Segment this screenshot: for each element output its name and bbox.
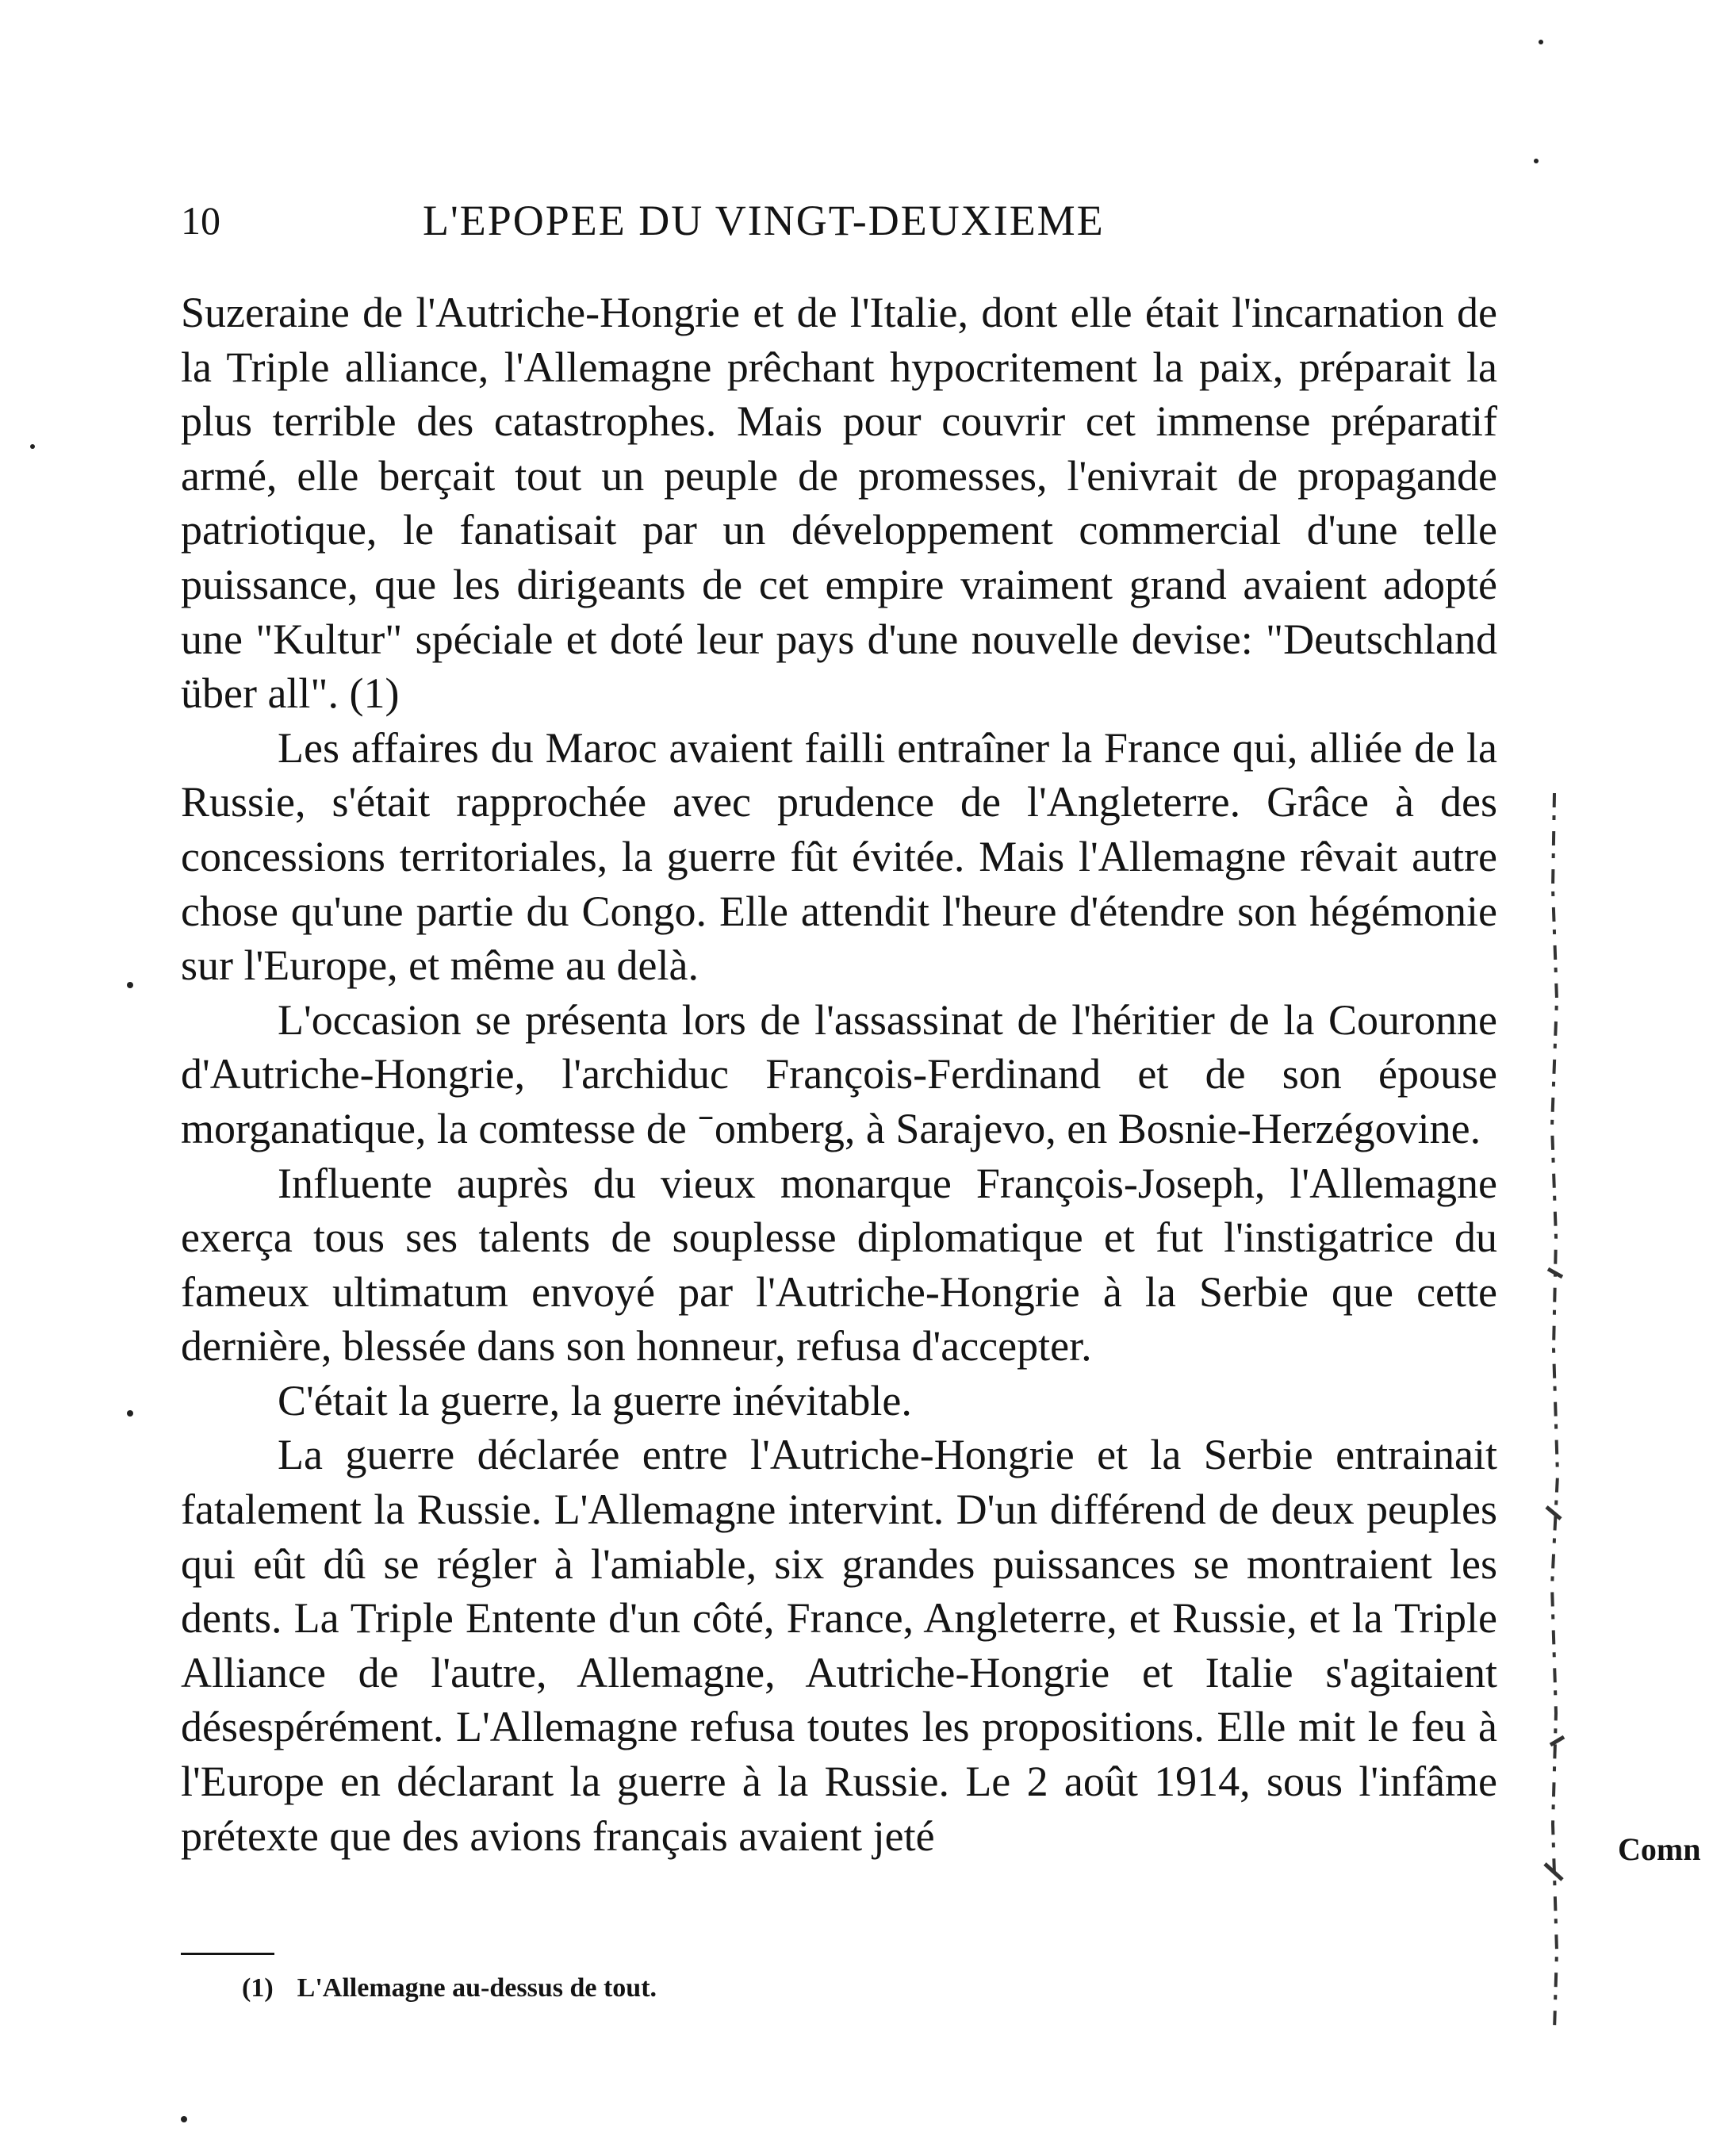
paragraph-3: L'occasion se présenta lors de l'assassinat de l'héritier de la Couronne d'Autriche-Hongrie, l'archiduc François-Ferdinand et de son épouse morganatique, la comtesse de ̄ omberg, à Sarajevo, en Bosnie-Herzégovine. [181,995,1497,1152]
paragraph-2: Les affaires du Maroc avaient failli entraîner la France qui, alliée de la Russie, s'était rapprochée avec prudence de l'Angleterre. Grâce à des concessions territoriales, la guerre fût évitée. Mais l'Allemagne rêvait autre chose qu'une partie du Congo. Elle attendit l'heure d'étendre son hégémonie sur l'Europe, et même au delà. [181,723,1497,990]
scan-speck [127,1410,133,1417]
running-title: L'EPOPEE DU VINGT-DEUXIEME [423,197,1105,244]
scan-speck [1534,159,1539,163]
paragraph-5: C'était la guerre, la guerre inévitable. [278,1376,912,1424]
paragraph-1: Suzeraine de l'Autriche-Hongrie et de l'Italie, dont elle était l'incarnation de la Triple alliance, l'Allemagne prêchant hypocritement la paix, préparait la plus terrible des catastrophes. Mais pour couvrir cet immense préparatif armé, elle berçait tout un peuple de promesses, l'enivrait de propagande patriotique, le fanatisait par un développement commercial d'une telle puissance, que les dirigeants de cet empire vraiment grand avaient adopté une "Kultur" spéciale et doté leur pays d'une nouvelle devise: "Deutschland über all". (1) [181,289,1497,718]
paragraph-4: Influente auprès du vieux monarque François-Joseph, l'Allemagne exerça tous ses talents de souplesse diplomatique et fut l'instigatrice du fameux ultimatum envoyé par l'Autriche-Hongrie à la Serbie que cette dernière, blessée dans son honneur, refusa d'accepter. [181,1159,1497,1371]
scan-speck [30,444,35,449]
page-number: 10 [181,198,220,243]
scan-speck [127,982,133,988]
paragraph-6: La guerre déclarée entre l'Autriche-Hongrie et la Serbie entrainait fatalement la Russie. L'Allemagne intervint. D'un différend de deux peuples qui eût dû se régler à l'amiable, six grandes puissances se montraient les dents. La Triple Entente d'un côté, France, Angleterre, et Russie, et la Triple Alliance de l'autre, Allemagne, Autriche-Hongrie et Italie s'agitaient désespérément. L'Allemagne refusa toutes les propositions. Elle mit le feu à l'Europe en déclarant la guerre à la Russie. Le 2 août 1914, sous l'infâme prétexte que des avions français avaient jeté [181,1431,1497,1860]
footnote-marker: (1) [242,1973,274,2003]
page-header [181,189,1497,252]
margin-text-fragment: Comn [1618,1831,1701,1867]
scan-edge-noise [1531,793,1578,2030]
scan-speck [181,2116,187,2122]
footnote-rule [181,1953,274,1955]
footnote [242,1969,657,2008]
body-text [181,286,1497,1863]
footnote-text: L'Allemagne au-dessus de tout. [297,1973,657,2003]
scan-speck [1539,40,1543,44]
